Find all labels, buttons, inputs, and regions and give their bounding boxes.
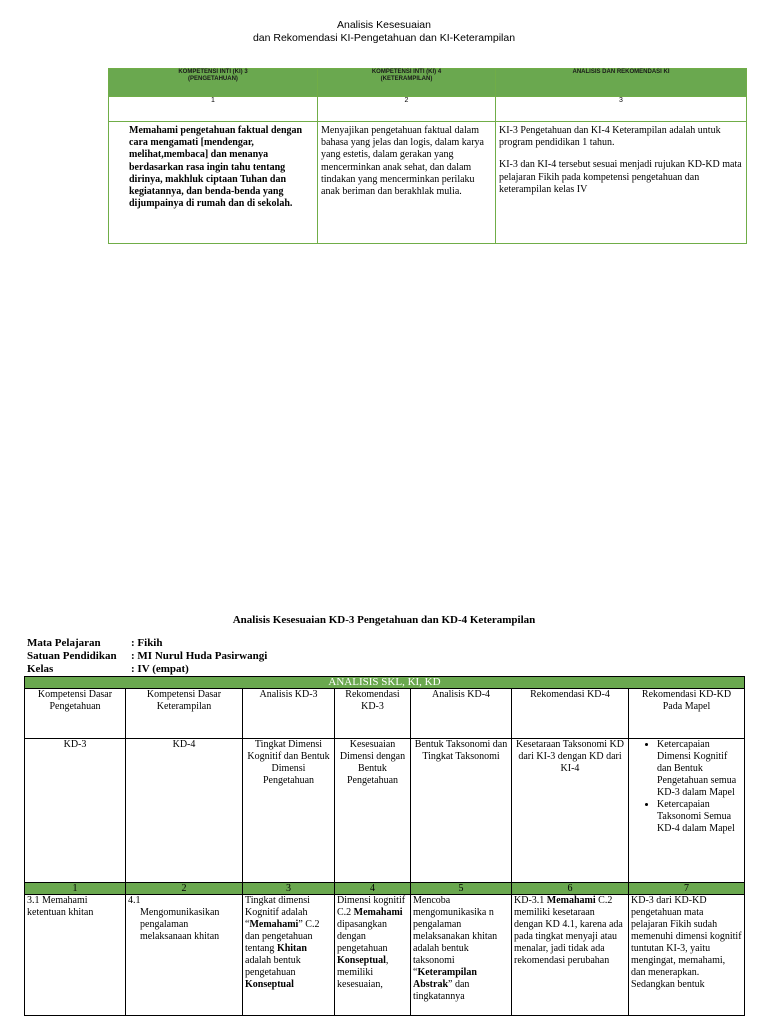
table-title: ANALISIS SKL, KI, KD (25, 677, 745, 689)
table-cell: Bentuk Taksonomi dan Tingkat Taksonomi (411, 739, 512, 883)
table-title-row (25, 677, 745, 689)
table-cell: Tingkat Dimensi Kognitif dan Bentuk Dimensi Pengetahuan (243, 739, 335, 883)
title-line-1: Analisis Kesesuaian (337, 19, 431, 31)
column-number: 2 (318, 97, 496, 122)
table-cell: Kesetaraan Taksonomi KD dari KI-3 dengan KD dari KI-4 (512, 739, 629, 883)
table-cell: KD-4 (126, 739, 243, 883)
header-kd-keterampilan: Kompetensi Dasar Keterampilan (126, 689, 243, 739)
column-number: 6 (512, 883, 629, 895)
meta-row (27, 663, 189, 676)
meta-key: Mata Pelajaran (27, 637, 101, 649)
header-analisis-kd3: Analisis KD-3 (243, 689, 335, 739)
ki-table-number-row (109, 97, 747, 122)
table-cell: Dimensi kognitif C.2 Memahami dipasangkan dengan pengetahuan Konseptual, memiliki kesesuaian, (335, 895, 411, 1016)
meta-value: : Fikih (131, 637, 163, 649)
kd-analysis-table (24, 676, 745, 1016)
meta-key: Kelas (27, 663, 54, 675)
header-rekomendasi-kd3: Rekomendasi KD-3 (335, 689, 411, 739)
table-cell: KD-3 (25, 739, 126, 883)
meta-value: : MI Nurul Huda Pasirwangi (131, 650, 268, 662)
column-number: 1 (109, 97, 318, 122)
ki3-text: Memahami pengetahuan faktual dengan cara mengamati [mendengar, melihat,membaca] dan menanya berdasarkan rasa ingin tahu tentang dirinya, makhluk ciptaan Tuhan dan kegiatannya, dan benda-benda yang dijumpainya di rumah dan di sekolah. (109, 122, 318, 244)
table-cell (629, 739, 745, 883)
ki4-text: Menyajikan pengetahuan faktual dalam bahasa yang jelas dan logis, dalam karya yang estetis, dalam gerakan yang mencerminkan anak sehat, dan dalam tindakan yang mencerminkan perilaku anak beriman dan berakhlak mulia. (318, 122, 496, 244)
header-analisis-kd4: Analisis KD-4 (411, 689, 512, 739)
section-title: Analisis Kesesuaian KD-3 Pengetahuan dan KD-4 Keterampilan (232, 614, 536, 626)
table-cell: KD-3 dari KD-KD pengetahuan mata pelajaran Fikih sudah memenuhi dimensi kognitif tuntutan KI-3, yaitu mengingat, memahami, dan menerapkan. Sedangkan bentuk (629, 895, 745, 1016)
title-line-2: dan Rekomendasi KI-Pengetahuan dan KI-Keterampilan (252, 32, 516, 44)
header-rekomendasi-mapel: Rekomendasi KD-KD Pada Mapel (629, 689, 745, 739)
meta-row (27, 637, 162, 650)
header-rekomendasi-kd4: Rekomendasi KD-4 (512, 689, 629, 739)
column-number: 1 (25, 883, 126, 895)
analysis-cell (496, 122, 747, 244)
table-cell: Mencoba mengomunikasika n pengalaman melaksanakan khitan adalah bentuk taksonomi “Keterampilan Abstrak” dan tingkatannya (411, 895, 512, 1016)
column-number: 7 (629, 883, 745, 895)
column-number: 5 (411, 883, 512, 895)
list-item: • Ketercapaian Taksonomi Semua KD-4 dalam Mapel (657, 799, 742, 835)
kd-number: 4.1 (128, 895, 141, 906)
analysis-paragraph-1: KI-3 Pengetahuan dan KI-4 Keterampilan adalah untuk program pendidikan 1 tahun. (499, 125, 721, 149)
document-title (0, 19, 768, 45)
column-number-row (25, 883, 745, 895)
ki-analysis-table (108, 68, 747, 244)
column-number: 3 (243, 883, 335, 895)
meta-row (27, 650, 267, 663)
column-number: 2 (126, 883, 243, 895)
kd-text: Mengomunikasikan pengalaman melaksanaan khitan (140, 907, 220, 942)
table-cell (126, 895, 243, 1016)
table-cell: Kesesuaian Dimensi dengan Bentuk Pengetahuan (335, 739, 411, 883)
header-kd-pengetahuan: Kompetensi Dasar Pengetahuan (25, 689, 126, 739)
bullet-list (631, 739, 742, 835)
analysis-paragraph-2: KI-3 dan KI-4 tersebut sesuai menjadi rujukan KD-KD mata pelajaran Fikih pada kompetensi pengetahuan dan keterampilan kelas IV (499, 159, 742, 195)
analysis-column-header: ANALISIS DAN REKOMENDASI KI (496, 69, 747, 97)
ki3-column-header: KOMPETENSI INTI (KI) 3 (PENGETAHUAN) (109, 69, 318, 97)
table-cell: Tingkat dimensi Kognitif adalah “Memahami” C.2 dan pengetahuan tentang Khitan adalah bentuk pengetahuan Konseptual (243, 895, 335, 1016)
meta-key: Satuan Pendidikan (27, 650, 117, 662)
kd-description-row (25, 739, 745, 883)
list-item: • Ketercapaian Dimensi Kognitif dan Bentuk Pengetahuan semua KD-3 dalam Mapel (657, 739, 742, 799)
column-number: 4 (335, 883, 411, 895)
ki-table-header-row (109, 69, 747, 97)
table-cell: 3.1 Memahami ketentuan khitan (25, 895, 126, 1016)
ki4-column-header: KOMPETENSI INTI (KI) 4 (KETERAMPILAN) (318, 69, 496, 97)
table-header-row (25, 689, 745, 739)
column-number: 3 (496, 97, 747, 122)
meta-value: : IV (empat) (131, 663, 189, 675)
table-cell: KD-3.1 Memahami C.2 memiliki kesetaraan dengan KD 4.1, karena ada pada tingkat menyaji atau menalar, jadi tidak ada rekomendasi perubahan (512, 895, 629, 1016)
table-row (25, 895, 745, 1016)
ki-table-body-row (109, 122, 747, 244)
